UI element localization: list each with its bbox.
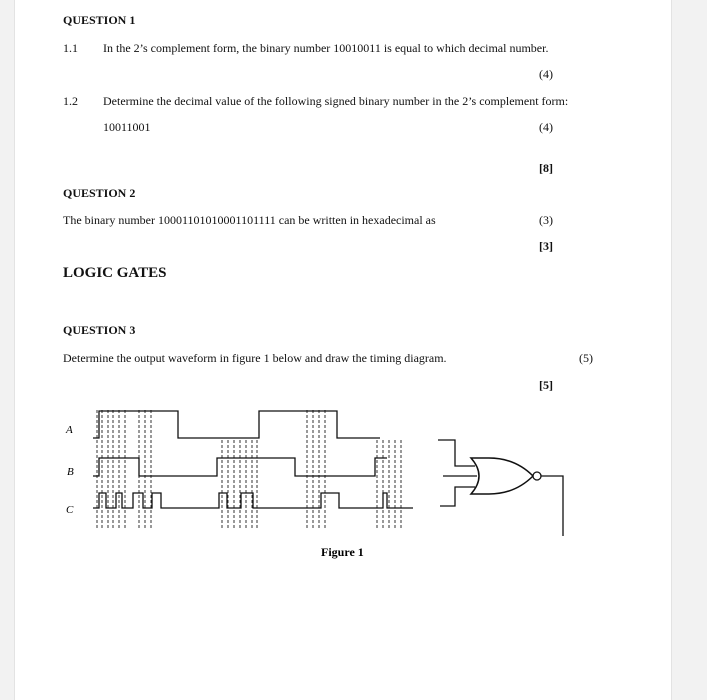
timing-grid-lines <box>97 410 401 530</box>
question-2-heading: QUESTION 2 <box>63 186 136 200</box>
signal-label-b: B <box>67 466 74 478</box>
question-3-marks: (5) <box>579 351 593 365</box>
question-1-1-text: In the 2’s complement form, the binary number 10010011 is equal to which decimal number. <box>103 41 549 55</box>
question-3-text: Determine the output waveform in figure 1 below and draw the timing diagram. <box>63 351 447 365</box>
question-2-total: [3] <box>539 239 553 253</box>
waveform-c <box>93 493 413 508</box>
question-1-heading: QUESTION 1 <box>63 13 136 27</box>
waveform-a <box>93 411 380 438</box>
question-1-2-text: Determine the decimal value of the following signed binary number in the 2’s complement form: <box>103 94 569 108</box>
question-1-2-marks: (4) <box>539 120 553 134</box>
question-1-2-number: 1.2 <box>63 94 78 108</box>
gate-output-lead <box>541 476 563 536</box>
question-3-total: [5] <box>539 378 553 392</box>
section-heading: LOGIC GATES <box>63 265 167 281</box>
signal-label-c: C <box>66 504 74 516</box>
figure-caption: Figure 1 <box>321 545 364 559</box>
question-3-heading: QUESTION 3 <box>63 323 136 337</box>
inversion-bubble-icon <box>533 472 541 480</box>
question-1-2-value: 10011001 <box>103 120 151 134</box>
document-page <box>14 0 672 700</box>
question-2-marks: (3) <box>539 213 553 227</box>
gate-input-leads <box>438 440 477 506</box>
figure-1-timing-diagram <box>15 0 671 580</box>
signal-label-a: A <box>66 424 73 436</box>
question-1-1-marks: (4) <box>539 67 553 81</box>
question-2-text: The binary number 10001101010001101111 can be written in hexadecimal as <box>63 213 436 227</box>
question-1-1-number: 1.1 <box>63 41 78 55</box>
nor-gate-icon <box>471 458 533 494</box>
question-1-total: [8] <box>539 161 553 175</box>
